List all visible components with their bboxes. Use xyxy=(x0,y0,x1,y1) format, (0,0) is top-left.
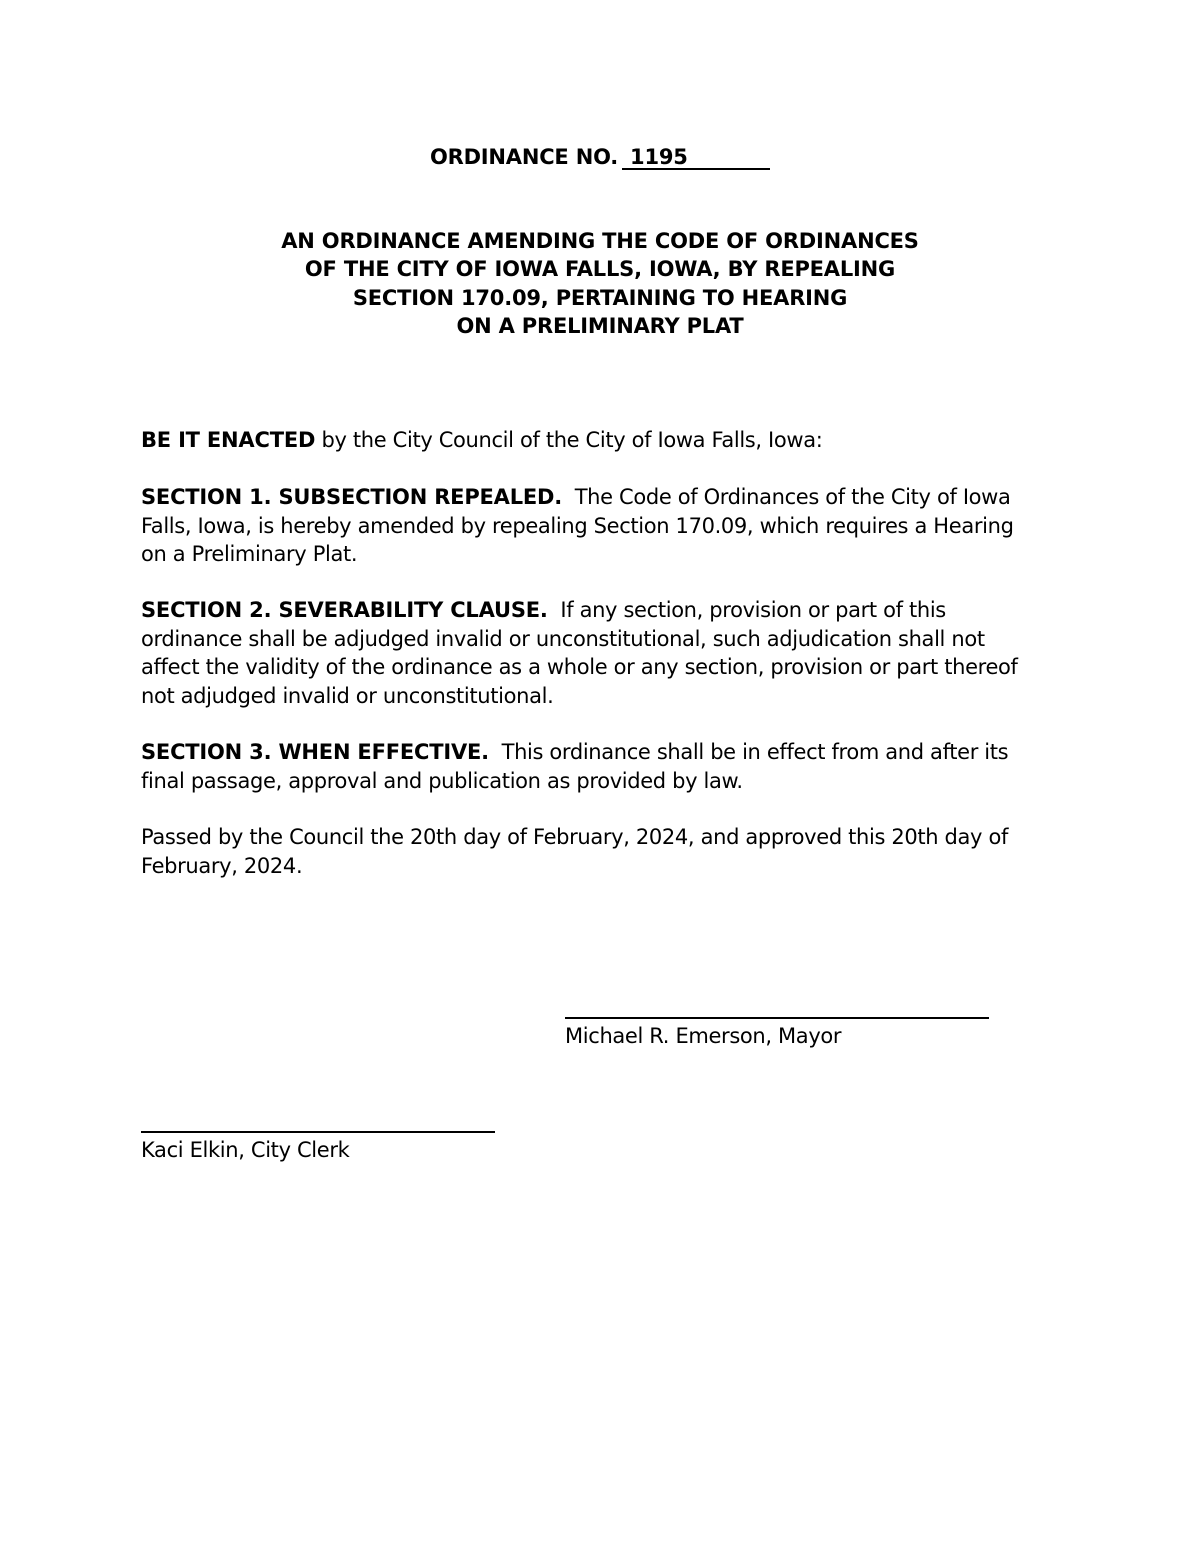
ordinance-number-heading xyxy=(0,143,1200,171)
section-1 xyxy=(141,483,1071,569)
ordinance-title xyxy=(0,227,1200,340)
clerk-signature-line xyxy=(141,1131,495,1133)
mayor-name: Michael R. Emerson, Mayor xyxy=(565,1024,842,1048)
ordinance-number: 1195 xyxy=(622,146,770,170)
section-2-line-3: affect the validity of the ordinance as a whole or any section, provision or part thereof xyxy=(141,655,1018,679)
section-2-line-4: not adjudged invalid or unconstitutional. xyxy=(141,683,554,708)
title-line-3: SECTION 170.09, PERTAINING TO HEARING xyxy=(352,285,848,310)
passed-line-1: Passed by the Council the 20th day of February, 2024, and approved this 20th day of xyxy=(141,825,1008,849)
ordinance-label: ORDINANCE NO. xyxy=(429,145,619,169)
section-1-line-3: on a Preliminary Plat. xyxy=(141,542,358,566)
enacted-bold: BE IT ENACTED xyxy=(141,428,316,452)
enacting-clause xyxy=(141,426,1071,455)
passed-line-2: February, 2024. xyxy=(141,853,303,878)
title-line-4: ON A PRELIMINARY PLAT xyxy=(456,313,744,338)
section-3-line-1: This ordinance shall be in effect from and after its xyxy=(488,740,1009,764)
title-line-1: AN ORDINANCE AMENDING THE CODE OF ORDINANCES xyxy=(281,229,919,253)
title-line-2: OF THE CITY OF IOWA FALLS, IOWA, BY REPEALING xyxy=(304,257,896,282)
clerk-name: Kaci Elkin, City Clerk xyxy=(141,1138,350,1162)
section-3-line-2: final passage, approval and publication as provided by law. xyxy=(141,768,743,793)
section-1-heading: SECTION 1. SUBSECTION REPEALED. xyxy=(141,485,563,509)
section-3 xyxy=(141,738,1071,795)
passed-statement xyxy=(141,823,1071,880)
section-1-line-2: Falls, Iowa, is hereby amended by repealing Section 170.09, which requires a Hearing xyxy=(141,513,1014,538)
section-2-line-2: ordinance shall be adjudged invalid or unconstitutional, such adjudication shall not xyxy=(141,626,985,651)
section-3-heading: SECTION 3. WHEN EFFECTIVE. xyxy=(141,740,489,764)
section-2-line-1: If any section, provision or part of this xyxy=(547,598,946,622)
section-2 xyxy=(141,596,1071,710)
mayor-signature-line xyxy=(565,1017,989,1019)
section-1-line-1: The Code of Ordinances of the City of Iowa xyxy=(562,485,1011,509)
enacted-text: by the City Council of the City of Iowa Falls, Iowa: xyxy=(315,428,823,452)
section-2-heading: SECTION 2. SEVERABILITY CLAUSE. xyxy=(141,598,548,622)
